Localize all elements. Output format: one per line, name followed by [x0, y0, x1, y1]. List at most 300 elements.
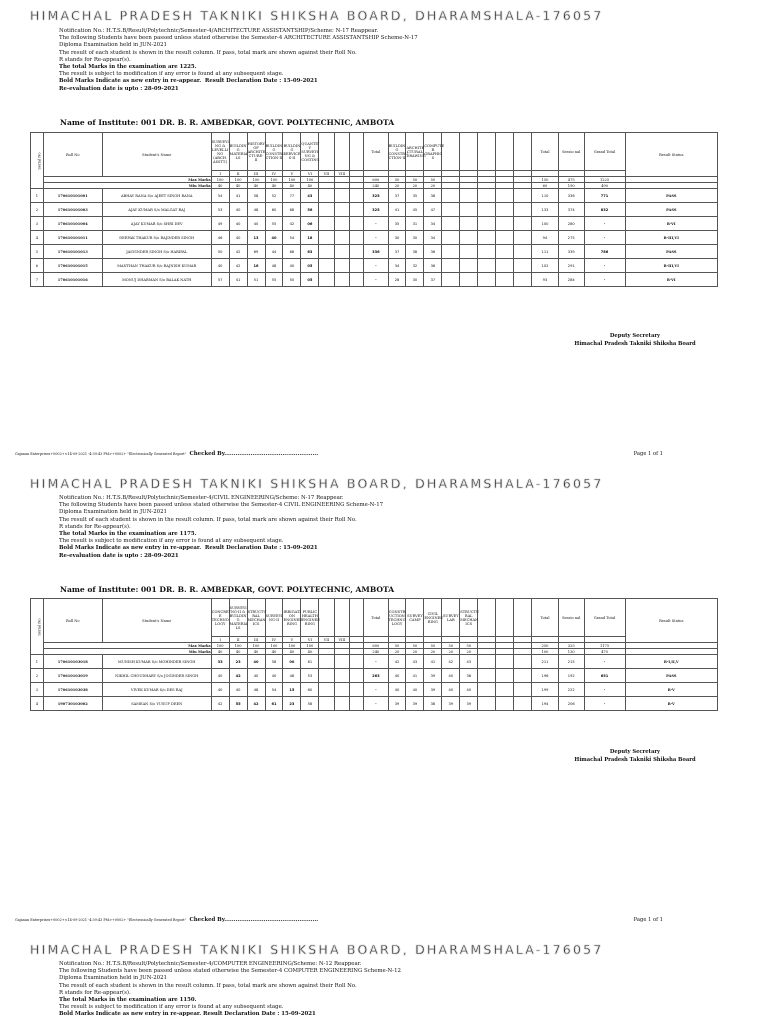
theory-mark: 33	[211, 655, 229, 669]
min-mark: 20	[406, 649, 424, 655]
practical-subject-head: CIVIL ENGINEE RING	[424, 599, 442, 637]
min-mark: 40	[301, 183, 319, 189]
student-name: AJAY KUMAR S/o SHRI DEV	[102, 217, 211, 231]
sessional-value: 206	[558, 697, 584, 711]
practical-mark: 39	[424, 683, 442, 697]
min-marks-label: Min Marks	[43, 649, 211, 655]
serial-number: 6	[31, 259, 44, 273]
roll-number: 190730103002	[43, 697, 102, 711]
theory-mark: 40	[211, 683, 229, 697]
max-total: 1175	[584, 643, 625, 649]
theory-subject-head: IRRIGATI ON ENGINEE RING	[283, 599, 301, 637]
max-mark: 100	[211, 177, 229, 183]
spacer-cell	[350, 245, 364, 259]
practical-mark: 34	[424, 231, 442, 245]
theory-mark: 77	[283, 189, 301, 203]
min-total: 60	[532, 183, 559, 189]
theory-mark: 69	[247, 245, 265, 259]
practical-mark	[496, 273, 514, 287]
table-row	[31, 273, 718, 287]
min-mark: 40	[265, 649, 283, 655]
practical-mark: 39	[442, 697, 460, 711]
result-status-header: Result Status	[625, 599, 717, 643]
reevaluation-line: Re-evaluation date is upto : 28-09-2021	[59, 552, 179, 559]
max-mark: 100	[283, 643, 301, 649]
theory-mark: 68	[283, 203, 301, 217]
sessional-value: 215	[558, 655, 584, 669]
theory-mark: 40	[211, 259, 229, 273]
sessional-value: 291	[558, 259, 584, 273]
min-mark: 20	[460, 649, 478, 655]
passed-line: The following Students have been passed unless stated otherwise the Semester-4 CIVIL ENGINEERING Scheme-N-17	[59, 502, 384, 509]
min-total: 130	[558, 649, 584, 655]
theory-mark: 63	[301, 245, 319, 259]
practical-subject-head	[514, 133, 532, 171]
held-line: Diploma Examination held in JUN-2021	[59, 42, 167, 49]
theory-subject-head: HISTORY OF ARCHITE CTURE-II	[247, 133, 265, 171]
theory-mark: 42	[283, 217, 301, 231]
max-mark: 50	[388, 177, 406, 183]
practical-mark: 34	[424, 217, 442, 231]
theory-subject-head	[334, 133, 349, 171]
blank-cell	[334, 231, 349, 245]
table-row	[31, 697, 718, 711]
practical-mark	[478, 655, 496, 669]
min-mark: 20	[388, 649, 406, 655]
serial-number: 5	[31, 245, 44, 259]
roman-numeral: VI	[301, 171, 319, 177]
theory-mark: 48	[265, 259, 283, 273]
roll-number: 170610101013	[43, 245, 102, 259]
serial-header	[31, 133, 44, 189]
theory-mark: 48	[247, 203, 265, 217]
max-mark: 50	[388, 643, 406, 649]
serial-number: 4	[31, 231, 44, 245]
practical-mark: 37	[424, 273, 442, 287]
practical-mark: 41	[424, 655, 442, 669]
total-value: 100	[532, 217, 559, 231]
table-row	[31, 259, 718, 273]
grand-total-value: -	[584, 683, 625, 697]
max-total: 325	[558, 643, 584, 649]
practical-mark	[514, 655, 532, 669]
result-table	[30, 598, 718, 711]
theory-total: -	[364, 655, 388, 669]
theory-total: -	[364, 217, 388, 231]
theory-mark: 54	[283, 231, 301, 245]
theory-mark: 44	[265, 245, 283, 259]
page-number: Page 1 of 1	[633, 451, 663, 457]
practical-mark: 38	[406, 245, 424, 259]
max-mark: 50	[442, 643, 460, 649]
spacer-cell	[350, 655, 364, 669]
max-mark: 100	[229, 177, 247, 183]
checked-by: Checked By..................................................	[189, 451, 319, 457]
grand-total-value: -	[584, 217, 625, 231]
max-mark: 600	[364, 177, 388, 183]
serial-header-text: Serial No	[37, 617, 42, 636]
practical-mark: 39	[460, 697, 478, 711]
roman-numeral: V	[283, 637, 301, 643]
theory-total: -	[364, 259, 388, 273]
sessional-header: Sessio nal	[558, 133, 584, 171]
serial-number: 2	[31, 669, 44, 683]
footer-report	[15, 451, 318, 457]
practical-mark: 34	[388, 259, 406, 273]
blank-cell	[334, 683, 349, 697]
practical-mark	[478, 217, 496, 231]
theory-subject-head: BUILDIN G MATERIA LS	[229, 133, 247, 171]
practical-mark	[496, 245, 514, 259]
total-value: 196	[532, 669, 559, 683]
practical-mark	[496, 697, 514, 711]
roman-numeral: IV	[265, 637, 283, 643]
min-mark: 20	[424, 649, 442, 655]
min-mark: 40	[247, 649, 265, 655]
board-title: HIMACHAL PRADESH TAKNIKI SHIKSHA BOARD, DHARAMSHALA-176057	[30, 476, 604, 491]
modification-line: The result is subject to modification if any error is found at any subsequent stage.	[59, 71, 284, 78]
practical-subject-head	[478, 599, 496, 637]
roman-numeral: II	[229, 637, 247, 643]
practical-mark	[478, 683, 496, 697]
practical-mark	[460, 273, 478, 287]
result-status: PASS	[625, 189, 717, 203]
roman-numeral: II	[229, 171, 247, 177]
theory-mark: 60	[301, 683, 319, 697]
bold-note: Bold Marks Indicate as new entry in re-appear.	[59, 78, 202, 85]
min-mark: 40	[283, 183, 301, 189]
footer-report	[15, 917, 318, 923]
table-row	[31, 245, 718, 259]
roll-number: 170610101001	[43, 189, 102, 203]
sessional-value: 192	[558, 669, 584, 683]
theory-subject-head: STRUCTU RAL MECHAN ICS	[247, 599, 265, 637]
theory-mark: 42	[229, 669, 247, 683]
bold-note-line	[59, 78, 418, 85]
result-status: R-VI	[625, 217, 717, 231]
practical-mark: 30	[388, 231, 406, 245]
practical-mark	[496, 683, 514, 697]
result-status: PASS	[625, 245, 717, 259]
modification-line: The result is subject to modification if any error is found at any subsequent stage.	[59, 1004, 284, 1011]
grand-total-value: -	[584, 259, 625, 273]
spacer-cell	[350, 599, 364, 637]
theory-total: 325	[364, 203, 388, 217]
practical-mark: 42	[388, 655, 406, 669]
result-status: PASS	[625, 203, 717, 217]
student-name: AJAY KUMAR S/o MALGAT RAJ	[102, 203, 211, 217]
theory-mark: 16	[247, 259, 265, 273]
practical-subject-head	[442, 133, 460, 171]
notification-line: Notification No.: H.T.S.B/Result/Polytechnic/Semester-4/COMPUTER ENGINEERING/Scheme: N-12 Reappear.	[59, 961, 362, 967]
theory-mark: 40	[265, 669, 283, 683]
total-header: Total	[532, 599, 559, 637]
theory-total: -	[364, 273, 388, 287]
practical-mark	[514, 669, 532, 683]
student-name: NIKHIL CHOUDHARY S/o JOGINDER SINGH	[102, 669, 211, 683]
theory-mark: 00	[283, 655, 301, 669]
board-title: HIMACHAL PRADESH TAKNIKI SHIKSHA BOARD, DHARAMSHALA-176057	[30, 8, 604, 23]
result-status: R-I,II,V	[625, 655, 717, 669]
blank-cell	[319, 683, 334, 697]
min-mark: 240	[364, 649, 388, 655]
practical-subject-head: STRUCTU RAL MECHAN ICS	[460, 599, 478, 637]
practical-mark	[460, 203, 478, 217]
notice-block	[59, 961, 401, 1019]
practical-subject-head: Total	[364, 133, 388, 171]
practical-mark: 40	[388, 669, 406, 683]
grand-total-value: -	[584, 231, 625, 245]
practical-mark	[478, 189, 496, 203]
min-mark: 20	[424, 183, 442, 189]
result-status: R-VI	[625, 273, 717, 287]
serial-header	[31, 599, 44, 655]
held-line: Diploma Examination held in JUN-2021	[59, 975, 167, 982]
max-total: 1225	[584, 177, 625, 183]
roman-numeral: V	[283, 171, 301, 177]
blank-cell	[334, 245, 349, 259]
roman-numeral: VII	[319, 171, 334, 177]
serial-number: 7	[31, 273, 44, 287]
practical-mark: 30	[406, 231, 424, 245]
theory-mark: 40	[229, 231, 247, 245]
practical-mark: 32	[406, 259, 424, 273]
max-mark: 100	[301, 643, 319, 649]
roll-number: 170610101004	[43, 217, 102, 231]
max-mark: 100	[229, 643, 247, 649]
practical-mark	[478, 697, 496, 711]
practical-mark	[442, 217, 460, 231]
practical-mark	[496, 189, 514, 203]
sessional-value: 336	[558, 189, 584, 203]
theory-mark: 48	[247, 683, 265, 697]
practical-mark: 47	[424, 203, 442, 217]
spacer-cell	[350, 231, 364, 245]
max-mark: 100	[247, 177, 265, 183]
total-value: 111	[532, 245, 559, 259]
theory-mark: 53	[211, 203, 229, 217]
practical-mark: 30	[406, 273, 424, 287]
blank-cell	[319, 259, 334, 273]
theory-mark: 40	[283, 259, 301, 273]
blank-cell	[334, 217, 349, 231]
practical-mark	[460, 245, 478, 259]
student-name: JASVINDER SINGH S/o HARIPAL	[102, 245, 211, 259]
min-mark: 40	[301, 649, 319, 655]
sessional-value: 275	[558, 231, 584, 245]
blank-cell	[319, 217, 334, 231]
blank-cell	[319, 189, 334, 203]
sessional-value: 374	[558, 203, 584, 217]
grand-total-value: -	[584, 697, 625, 711]
roman-numeral: I	[211, 171, 229, 177]
result-status: PASS	[625, 669, 717, 683]
reevaluation-line: Re-evaluation date is upto : 28-09-2021	[59, 85, 179, 92]
sessional-value: 222	[558, 683, 584, 697]
roll-header: Roll No	[43, 599, 102, 643]
min-mark: 20	[406, 183, 424, 189]
grand-total-value: 771	[584, 189, 625, 203]
practical-mark	[496, 203, 514, 217]
result-status: R-III,VI	[625, 231, 717, 245]
roll-header: Roll No	[43, 133, 102, 177]
institute-name: Name of Institute: 001 DR. B. R. AMBEDKAR, GOVT. POLYTECHNIC, AMBOTA	[60, 118, 395, 127]
min-mark: 40	[247, 183, 265, 189]
footer-report-text: Gajanan Enterprises+0002+<14-09-2021 -4:39:43 PM>+0002+ "Electronically Generated Report"	[15, 452, 187, 456]
practical-subject-head: ARCHITE CTURAL DRAWING	[406, 133, 424, 171]
theory-mark: 58	[265, 655, 283, 669]
practical-mark	[514, 683, 532, 697]
signature-block	[555, 748, 715, 764]
result-line: The result of each student is shown in the result column. If pass, total mark are shown against their Roll No.	[59, 982, 357, 989]
student-name: VIVEK KUMAR S/o DES RAJ	[102, 683, 211, 697]
table-row	[31, 189, 718, 203]
passed-line: The following Students have been passed unless stated otherwise the Semester-4 COMPUTER ENGINEERING Scheme-N-12	[59, 968, 401, 975]
serial-number: 3	[31, 683, 44, 697]
serial-number: 1	[31, 655, 44, 669]
theory-mark: 40	[229, 217, 247, 231]
practical-subject-head: CONSTR UCTION TECHNO LOGY	[388, 599, 406, 637]
student-name: MANTHAN THAKUR S/o RAJNISH KUMAR	[102, 259, 211, 273]
spacer-cell	[350, 697, 364, 711]
result-line: The result of each student is shown in the result column. If pass, total mark are shown against their Roll No.	[59, 49, 357, 56]
theory-mark: 15	[283, 683, 301, 697]
min-mark: 40	[265, 183, 283, 189]
roman-numeral: III	[247, 637, 265, 643]
practical-mark: 40	[406, 683, 424, 697]
max-mark: 50	[460, 643, 478, 649]
practical-mark	[478, 231, 496, 245]
practical-subject-head: BUILDIN G CONSTRU CTION-II	[388, 133, 406, 171]
theory-total: 336	[364, 245, 388, 259]
theory-mark: 57	[211, 273, 229, 287]
practical-mark	[442, 231, 460, 245]
practical-subject-head: SURVEY LAB	[442, 599, 460, 637]
theory-mark: 42	[211, 697, 229, 711]
roll-number: 170610101003	[43, 203, 102, 217]
theory-mark: 40	[229, 683, 247, 697]
total-value: 194	[532, 697, 559, 711]
practical-mark	[496, 217, 514, 231]
practical-subject-head: Total	[364, 599, 388, 637]
practical-mark: 40	[442, 669, 460, 683]
sessional-value: 339	[558, 245, 584, 259]
theory-mark: 68	[283, 245, 301, 259]
declaration-date: Result Declaration Date : 15-09-2021	[204, 545, 318, 552]
blank-cell	[319, 231, 334, 245]
practical-mark: 39	[388, 697, 406, 711]
sessional-value: 284	[558, 273, 584, 287]
spacer-cell	[350, 259, 364, 273]
table-row	[31, 669, 718, 683]
roll-number: 170610103018	[43, 655, 102, 669]
practical-mark	[460, 231, 478, 245]
practical-mark: 43	[406, 655, 424, 669]
practical-mark	[478, 669, 496, 683]
practical-subject-head	[496, 599, 514, 637]
total-marks-line: The total Marks in the examination are 1150.	[59, 997, 197, 1004]
theory-subject-head: BUILDIN G SERVICE S-II	[283, 133, 301, 171]
theory-mark: 61	[301, 655, 319, 669]
grand-total-header: Grand Total	[584, 133, 625, 171]
max-mark: 50	[406, 177, 424, 183]
min-mark: 40	[211, 183, 229, 189]
min-mark: 40	[229, 183, 247, 189]
practical-mark	[514, 217, 532, 231]
min-marks-label: Min Marks	[43, 183, 211, 189]
theory-mark: 40	[229, 203, 247, 217]
theory-mark: 43	[301, 189, 319, 203]
table-row	[31, 655, 718, 669]
theory-mark: 42	[247, 697, 265, 711]
student-name: SAMEAN S/o YUSUF DEEN	[102, 697, 211, 711]
theory-mark: 55	[265, 273, 283, 287]
table-row	[31, 217, 718, 231]
practical-mark: 41	[406, 669, 424, 683]
practical-mark	[478, 203, 496, 217]
total-value: 199	[532, 683, 559, 697]
theory-subject-head: CONCRET E TECHNO LOGY	[211, 599, 229, 637]
min-total: 190	[558, 183, 584, 189]
sessional-value: 280	[558, 217, 584, 231]
theory-mark: 55	[229, 697, 247, 711]
min-mark: 240	[364, 183, 388, 189]
max-mark: 50	[406, 643, 424, 649]
serial-number: 4	[31, 697, 44, 711]
practical-mark	[442, 273, 460, 287]
theory-total: -	[364, 697, 388, 711]
bold-note-line	[59, 545, 383, 552]
roll-number: 170610101015	[43, 259, 102, 273]
name-header: Student's Name	[102, 133, 211, 177]
theory-mark: 46	[211, 231, 229, 245]
table-row	[31, 683, 718, 697]
practical-mark	[496, 669, 514, 683]
practical-mark: 38	[424, 189, 442, 203]
result-line: The result of each student is shown in the result column. If pass, total mark are shown against their Roll No.	[59, 516, 357, 523]
roman-numeral: VIII	[334, 637, 349, 643]
passed-line: The following Students have been passed unless stated otherwise the Semester-4 ARCHITECTURE ASSISTANTSHIP Scheme-N-17	[59, 35, 418, 42]
roman-numeral: VIII	[334, 171, 349, 177]
held-line: Diploma Examination held in JUN-2021	[59, 509, 167, 516]
grand-total-header: Grand Total	[584, 599, 625, 637]
deputy-title: Deputy Secretary	[609, 749, 661, 755]
result-status: R-III,VI	[625, 259, 717, 273]
practical-mark	[514, 697, 532, 711]
blank-cell	[334, 273, 349, 287]
blank-cell	[319, 273, 334, 287]
min-mark: 40	[211, 649, 229, 655]
serial-header-text: Serial No	[37, 151, 42, 170]
theory-mark: 51	[247, 273, 265, 287]
theory-mark: 23	[283, 697, 301, 711]
practical-mark	[514, 231, 532, 245]
max-marks-label: Max Marks	[43, 643, 211, 649]
practical-mark	[514, 259, 532, 273]
theory-mark: 60	[265, 203, 283, 217]
theory-subject-head	[319, 599, 334, 637]
spacer-cell	[350, 133, 364, 171]
grand-total-value: 651	[584, 669, 625, 683]
theory-subject-head: SURVEYI NG-II	[265, 599, 283, 637]
practical-mark: 35	[406, 189, 424, 203]
table-row	[31, 231, 718, 245]
result-status-header: Result Status	[625, 133, 717, 177]
grand-total-value: 832	[584, 203, 625, 217]
notification-line: Notification No.: H.T.S.B/Result/Polytechnic/Semester-4/CIVIL ENGINEERING/Scheme: N-17 Reappear.	[59, 495, 344, 501]
roman-numeral: III	[247, 171, 265, 177]
serial-number: 1	[31, 189, 44, 203]
